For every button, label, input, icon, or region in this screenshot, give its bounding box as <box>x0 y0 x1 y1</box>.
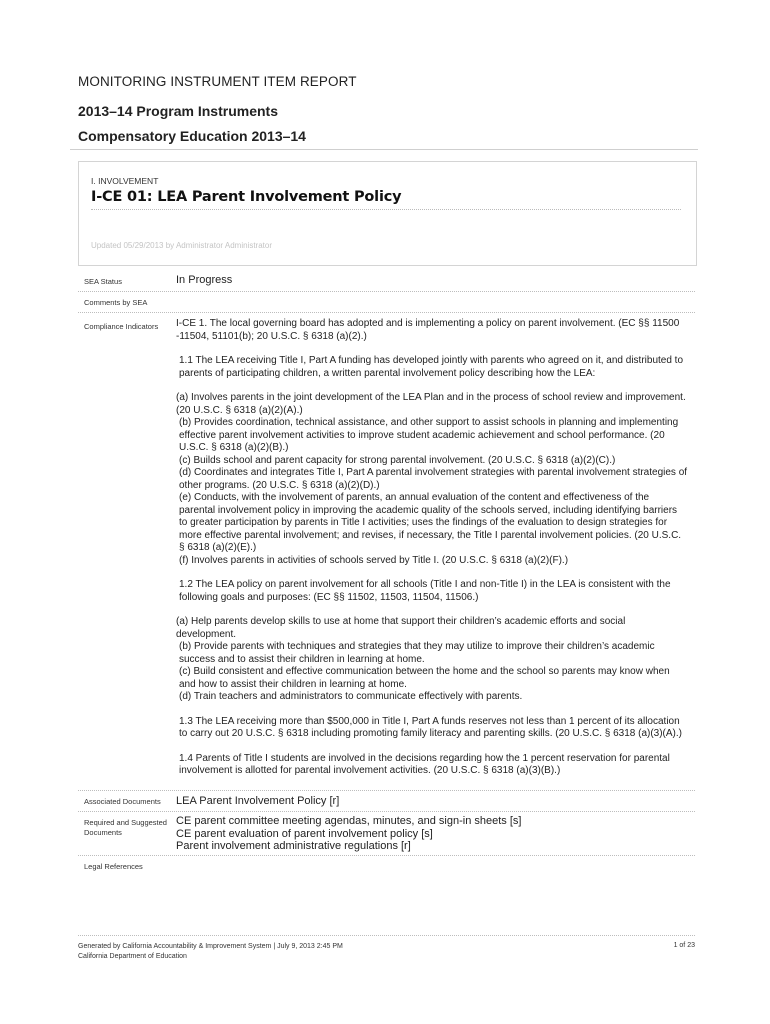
row-label: Compliance Indicators <box>84 322 159 331</box>
footer-info <box>78 942 343 962</box>
footer-generated: Generated by California Accountability & Improvement System | July 9, 2013 2:45 PM <box>78 943 343 950</box>
indicator-paragraph: 1.3 The LEA receiving more than $500,000 in Title I, Part A funds reserves not less than 1 percent of its allocation to carry out 20 U.S.C. § 6318 including promoting family literacy and parenting skills. (20 U.S.C. § 6318 (a)(3)(A).) <box>179 715 682 739</box>
indicator-paragraph: (a) Involves parents in the joint development of the LEA Plan and in the process of school review and improvement. (20 U.S.C. § 6318 (a)(2)(A).) <box>176 392 686 416</box>
program-title: 2013–14 Program Instruments <box>78 103 278 119</box>
indicator-paragraph: (f) Involves parents in activities of schools served by Title I. (20 U.S.C. § 6318 (a)(2)(F).) <box>179 554 569 566</box>
indicator-paragraph: (a) Help parents develop skills to use at home that support their children’s academic efforts and social development. <box>176 616 626 640</box>
indicator-paragraph: (c) Build consistent and effective communication between the home and the school so parents may know when and how to assist their children in learning at home. <box>179 666 670 690</box>
row-sea-status <box>78 271 695 292</box>
indicator-paragraph: 1.1 The LEA receiving Title I, Part A funding has developed jointly with parents who agreed on it, and distributed to parents of participating children, a written parental involvement policy describing how the LEA: <box>179 355 684 379</box>
compliance-text <box>176 313 688 778</box>
indicator-paragraph: I-CE 1. The local governing board has adopted and is implementing a policy on parent involvement. (EC §§ 11500 -11504, 51101(b); 20 U.S.C. § 6318 (a)(2).) <box>176 318 680 342</box>
row-compliance-indicators <box>78 313 695 791</box>
indicator-paragraph: (c) Builds school and parent capacity for strong parental involvement. (20 U.S.C. § 6318 (a)(2)(C).) <box>179 454 616 466</box>
indicator-paragraph: (d) Coordinates and integrates Title I, Part A parental involvement strategies with parental involvement strategies of other programs. (20 U.S.C. § 6318 (a)(2)(D).) <box>179 467 688 491</box>
required-document-item: CE parent evaluation of parent involvement policy [s] <box>176 827 433 840</box>
footer-department: California Department of Education <box>78 953 187 960</box>
item-card <box>78 161 697 266</box>
sea-status-value: In Progress <box>176 274 233 286</box>
program-subtitle: Compensatory Education 2013–14 <box>78 128 306 144</box>
indicator-paragraph: (d) Train teachers and administrators to communicate effectively with parents. <box>179 691 523 702</box>
report-header <box>78 74 357 144</box>
report-title: MONITORING INSTRUMENT ITEM REPORT <box>78 74 357 89</box>
row-label: SEA Status <box>84 277 122 286</box>
row-label: Legal References <box>84 862 143 871</box>
footer-divider <box>78 935 695 936</box>
item-title: I-CE 01: LEA Parent Involvement Policy <box>91 189 402 205</box>
indicator-paragraph: 1.4 Parents of Title I students are involved in the decisions regarding how the 1 percent reservation for parental involvement is allotted for parental involvement activities. (20 U.S.C. § 6318 (a)(3)(B).) <box>179 752 670 776</box>
section-label: I. INVOLVEMENT <box>91 176 159 186</box>
row-label: Comments by SEA <box>84 298 148 307</box>
header-divider <box>70 149 698 150</box>
associated-document: LEA Parent Involvement Policy [r] <box>176 795 340 807</box>
row-label: Associated Documents <box>84 797 161 806</box>
row-associated-documents <box>78 791 695 812</box>
page-number: 1 of 23 <box>673 942 695 949</box>
required-document-item: CE parent committee meeting agendas, minutes, and sign-in sheets [s] <box>176 815 522 827</box>
row-label: Required and Suggested Documents <box>84 818 167 837</box>
row-comments <box>78 292 695 313</box>
indicator-paragraph: (b) Provides coordination, technical assistance, and other support to assist schools in planning and implementing effective parent involvement activities to improve student academic achievement and school performance. (20 U.S.C. § 6318 (a)(2)(B).) <box>179 417 679 453</box>
item-divider <box>91 209 681 210</box>
indicator-paragraph: (e) Conducts, with the involvement of parents, an annual evaluation of the content and effectiveness of the parental involvement policy in improving the academic quality of the schools served, including identifying barriers to greater participation by parents in Title I activities; uses the findings of the evaluation to design strategies for more effective parental involvement; and revises, if necessary, the Title I parental involvement policies. (20 U.S.C. § 6318 (a)(2)(E).) <box>179 492 682 553</box>
required-documents-list <box>176 812 695 853</box>
item-details <box>78 271 695 886</box>
indicator-paragraph: (b) Provide parents with techniques and strategies that they may utilize to improve their children’s academic success and to assist their children in learning at home. <box>179 641 655 665</box>
required-document-item: Parent involvement administrative regulations [r] <box>176 840 411 852</box>
updated-note: Updated 05/29/2013 by Administrator Administrator <box>91 241 272 250</box>
indicator-paragraph: 1.2 The LEA policy on parent involvement for all schools (Title I and non-Title I) in the LEA is consistent with the following goals and purposes: (EC §§ 11502, 11503, 11504, 11506.) <box>179 579 671 603</box>
row-required-documents <box>78 812 695 856</box>
row-legal-references <box>78 856 695 886</box>
